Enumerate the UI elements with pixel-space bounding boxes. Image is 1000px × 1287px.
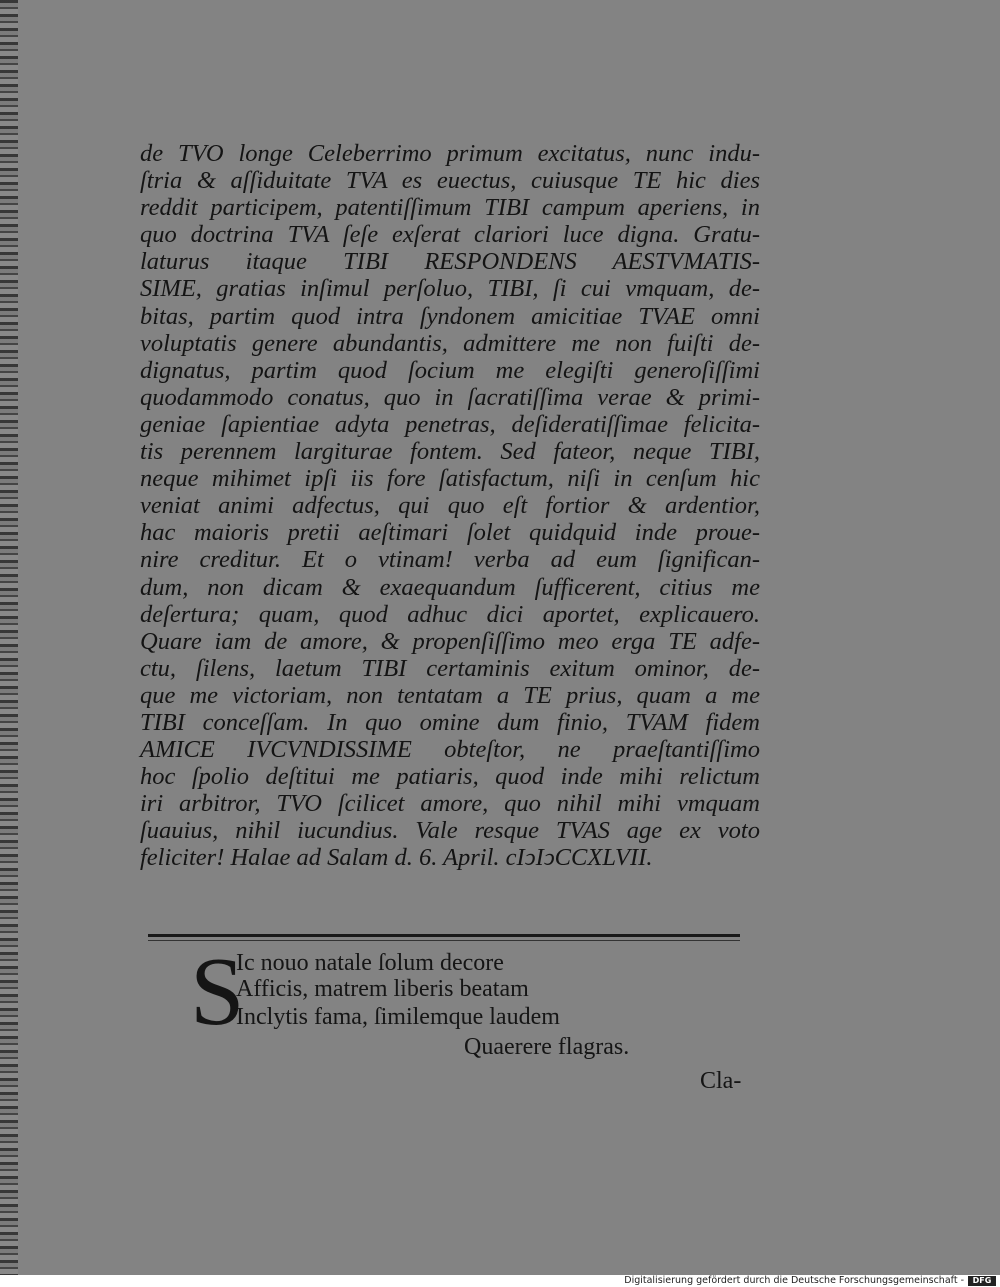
section-divider-rule — [148, 934, 740, 937]
digitization-footer — [0, 1275, 1000, 1287]
verse-dropcap: S — [190, 938, 245, 1046]
body-line: AMICE IVCVNDISSIME obteſtor, ne praeſtantiſſimo — [140, 736, 760, 764]
body-line: quo doctrina TVA ſeſe exſerat clariori luce digna. Gratu- — [140, 221, 760, 249]
verse-line-3: Inclytis fama, ſimilemque laudem — [236, 1004, 560, 1030]
body-line: veniat animi adfectus, qui quo eſt fortior & ardentior, — [140, 492, 760, 520]
body-line: iri arbitror, TVO ſcilicet amore, quo nihil mihi vmquam — [140, 790, 760, 818]
dfg-logo: DFG — [968, 1276, 996, 1286]
verse-line-2: Afficis, matrem liberis beatam — [236, 976, 529, 1002]
body-line: de TVO longe Celeberrimo primum excitatus, nunc indu- — [140, 140, 760, 167]
dedication-body-text — [140, 140, 760, 872]
body-line: quodammodo conatus, quo in ſacratiſſima verae & primi- — [140, 383, 760, 411]
body-line: dum, non dicam & exaequandum ſufficerent, citius me — [140, 573, 760, 601]
body-line: hac maioris pretii aeſtimari ſolet quidquid inde proue- — [140, 519, 760, 547]
body-line: Quare iam de amore, & propenſiſſimo meo erga TE adfe- — [140, 627, 760, 655]
body-line: deſertura; quam, quod adhuc dici aportet, explicauero. — [140, 600, 760, 628]
body-line: laturus itaque TIBI RESPONDENS AESTVMATIS- — [140, 248, 760, 276]
body-line: ctu, ſilens, laetum TIBI certaminis exitum ominor, de- — [140, 654, 760, 682]
verse-line-4: Quaerere flagras. — [464, 1034, 630, 1060]
body-line: neque mihimet ipſi iis fore ſatisfactum, niſi in cenſum hic — [140, 465, 760, 493]
catchword: Cla- — [700, 1068, 742, 1094]
body-line: voluptatis genere abundantis, admittere me non fuiſti de- — [140, 329, 760, 357]
body-line: ſuauius, nihil iucundius. Vale resque TVAS age ex voto — [140, 817, 760, 845]
verse-line-1: Ic nouo natale ſolum decore — [236, 950, 504, 976]
body-line: dignatus, partim quod ſocium me elegiſti generoſiſſimi — [140, 356, 760, 384]
body-line: reddit participem, patentiſſimum TIBI campum aperiens, in — [140, 194, 760, 222]
page-binding-edge — [0, 0, 18, 1275]
footer-credit-text: Digitalisierung gefördert durch die Deutsche Forschungsgemeinschaft - — [624, 1275, 964, 1286]
body-line: que me victoriam, non tentatam a TE prius, quam a me — [140, 681, 760, 709]
body-line: hoc ſpolio deſtitui me patiaris, quod inde mihi relictum — [140, 763, 760, 791]
body-line: tis perennem largiturae fontem. Sed fateor, neque TIBI, — [140, 438, 760, 466]
body-line: feliciter! Halae ad Salam d. 6. April. cIↄIↄCCXLVII. — [140, 844, 653, 872]
body-line: TIBI conceſſam. In quo omine dum finio, TVAM fidem — [140, 708, 760, 736]
body-line: SIME, gratias inſimul perſoluo, TIBI, ſi cui vmquam, de- — [140, 275, 760, 303]
body-line: geniae ſapientiae adyta penetras, deſideratiſſimae felicita- — [140, 410, 760, 438]
body-line: bitas, partim quod intra ſyndonem amicitiae TVAE omni — [140, 302, 760, 330]
body-line: nire creditur. Et o vtinam! verba ad eum ſignifican- — [140, 546, 760, 574]
body-line: ſtria & aſſiduitate TVA es euectus, cuiusque TE hic dies — [140, 167, 760, 195]
